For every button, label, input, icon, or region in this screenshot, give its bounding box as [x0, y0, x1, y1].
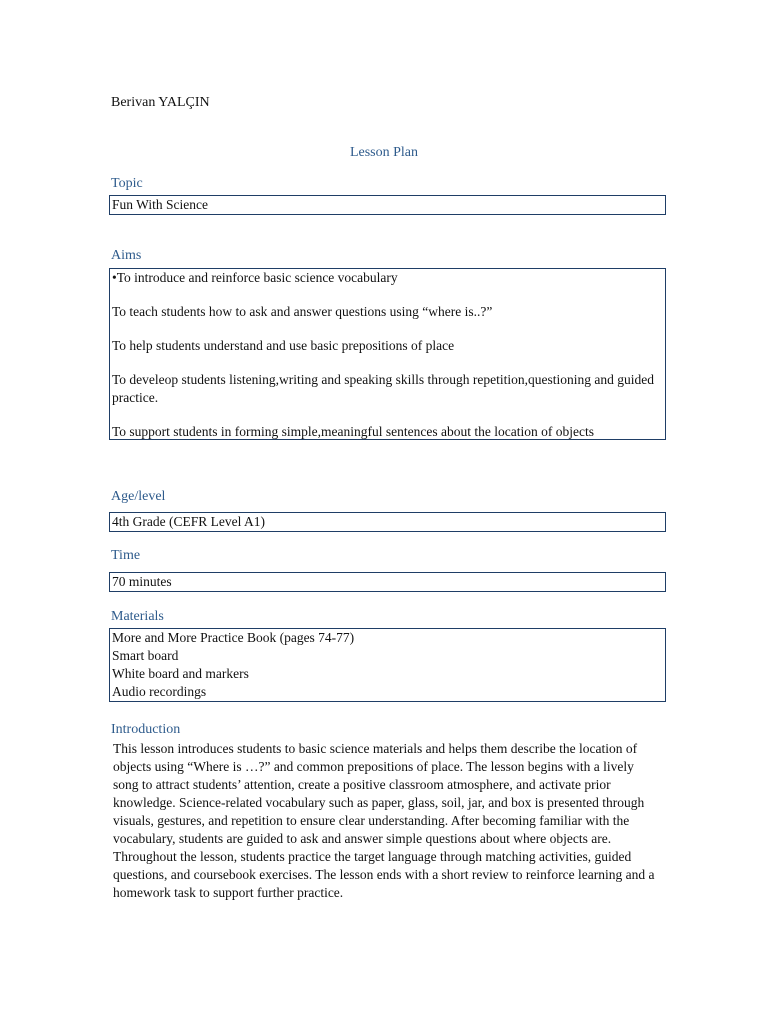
age-level-value: 4th Grade (CEFR Level A1)	[112, 514, 265, 529]
aims-label: Aims	[111, 248, 142, 263]
materials-box	[109, 628, 666, 702]
aim-item: To teach students how to ask and answer questions using “where is..?”	[112, 304, 493, 319]
aim-item: To help students understand and use basic prepositions of place	[112, 338, 455, 353]
topic-label: Topic	[111, 176, 143, 191]
topic-box	[109, 195, 666, 215]
age-level-label: Age/level	[111, 489, 166, 504]
introduction-label: Introduction	[111, 722, 181, 737]
time-value: 70 minutes	[112, 574, 172, 589]
material-item: More and More Practice Book (pages 74-77)	[112, 630, 355, 645]
material-item: Audio recordings	[112, 684, 207, 699]
aim-item: •To introduce and reinforce basic science vocabulary	[112, 270, 398, 285]
materials-label: Materials	[111, 609, 164, 624]
material-item: Smart board	[112, 648, 179, 663]
topic-value: Fun With Science	[112, 197, 208, 212]
author-name: Berivan YALÇIN	[111, 95, 210, 110]
time-label: Time	[111, 548, 141, 563]
aim-item: To support students in forming simple,meaningful sentences about the location of objects	[112, 424, 594, 439]
aims-box	[109, 268, 666, 440]
aim-item: To develeop students listening,writing and speaking skills through repetition,questioning and guided practice.	[112, 372, 654, 405]
document-title: Lesson Plan	[349, 145, 419, 160]
time-box	[109, 572, 666, 592]
introduction-text: This lesson introduces students to basic science materials and helps them describe the location of objects using “Where is …?” and common prepositions of place. The lesson begins with a lively song to attract students’ attention, create a positive classroom atmosphere, and activate prior knowledge. Science-related vocabulary such as paper, glass, soil, jar, and box is presented through visuals, gestures, and repetition to ensure clear understanding. After becoming familiar with the vocabulary, students are guided to ask and answer simple questions about where objects are. Throughout the lesson, students practice the target language through matching activities, guided questions, and coursebook exercises. The lesson ends with a short review to reinforce learning and a homework task to support further practice.	[113, 741, 655, 900]
age-level-box	[109, 512, 666, 532]
material-item: White board and markers	[112, 666, 249, 681]
